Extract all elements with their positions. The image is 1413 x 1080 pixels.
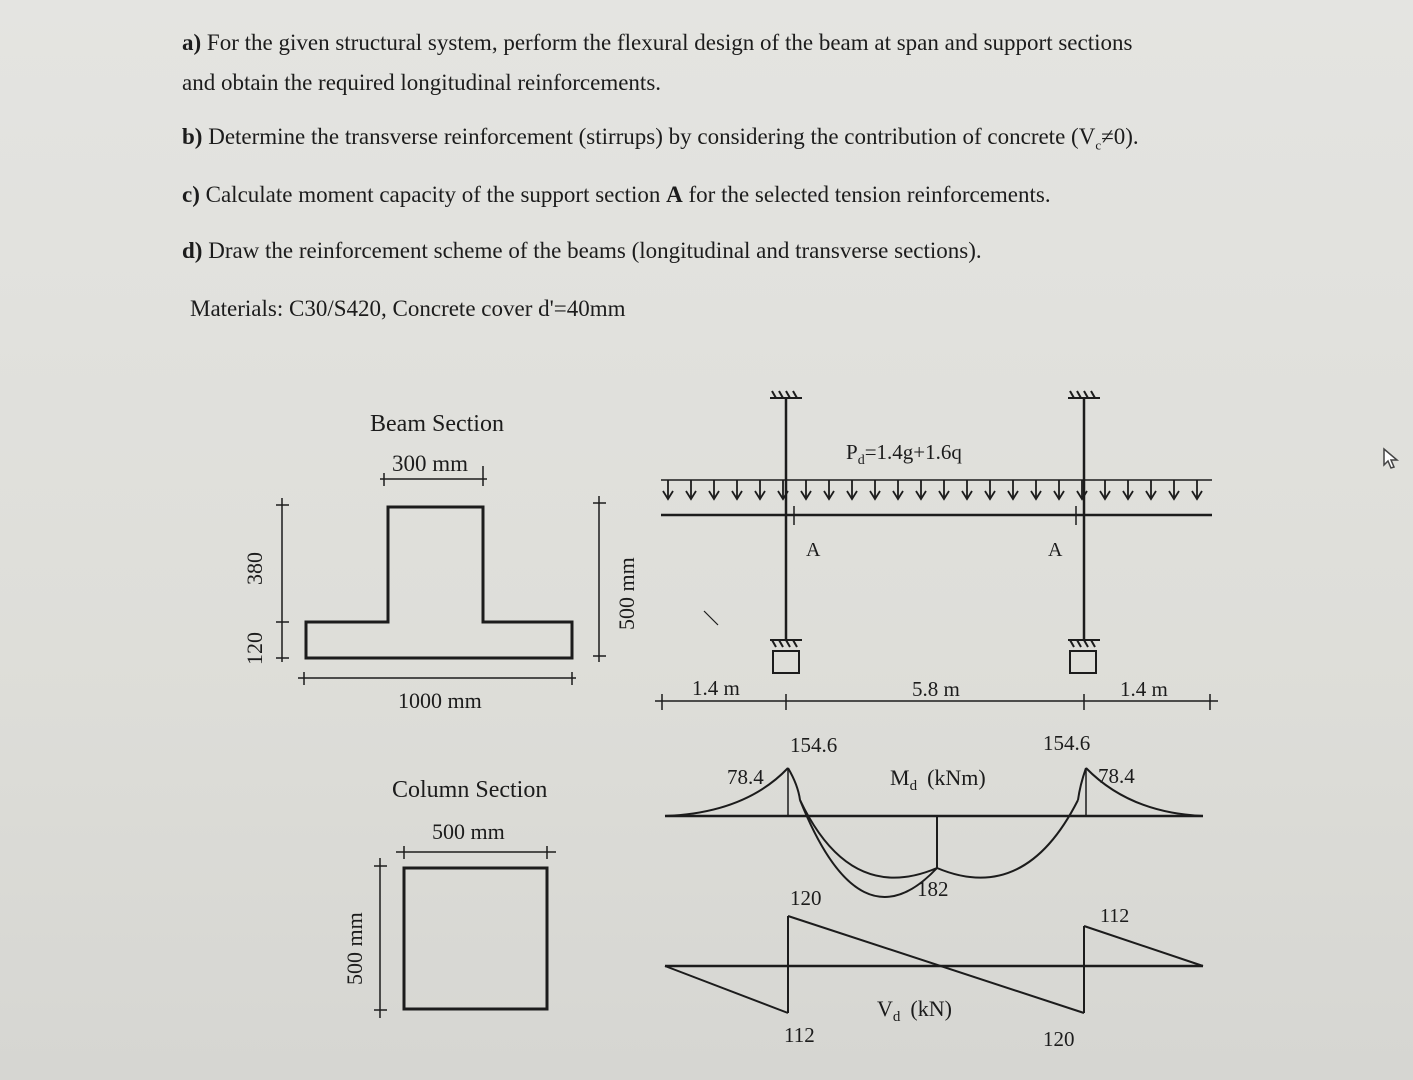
support-a-left-label: A bbox=[806, 539, 821, 561]
beam-flange-width-label: 1000 mm bbox=[398, 688, 482, 713]
stray-mark bbox=[704, 611, 718, 625]
right-column bbox=[1068, 391, 1100, 673]
span-right-label: 1.4 m bbox=[1120, 677, 1168, 701]
column-section-title: Column Section bbox=[392, 777, 548, 803]
mouse-cursor-icon bbox=[1382, 447, 1402, 471]
shear-diagram-title: $V_d$ (kN) bbox=[877, 996, 952, 1025]
beam-depth-dimension-left bbox=[276, 498, 289, 662]
load-formula-label: $P_d=1.4g+1.6q$ bbox=[846, 440, 962, 468]
question-b: b) Determine the transverse reinforcement (stirrups) by considering the contribution of concrete $(V_c\ne 0)$. bbox=[182, 124, 1139, 153]
shear-right-top-value: 112 bbox=[1100, 905, 1130, 927]
moment-midspan-value: 182 bbox=[917, 877, 949, 901]
distributed-load-arrows bbox=[663, 480, 1202, 499]
span-mid-label: 5.8 m bbox=[912, 677, 960, 701]
beam-web-depth-label: 380 bbox=[242, 552, 267, 585]
question-d: d) Draw the reinforcement scheme of the beams (longitudinal and transverse sections). bbox=[182, 238, 982, 263]
column-height-label: 500 mm bbox=[342, 912, 367, 985]
column-width-label: 500 mm bbox=[432, 819, 505, 844]
question-a-line2: and obtain the required longitudinal reinforcements. bbox=[182, 70, 662, 95]
span-left-label: 1.4 m bbox=[692, 676, 740, 700]
column-height-dimension bbox=[374, 858, 387, 1018]
moment-left-cantilever-value: 78.4 bbox=[727, 765, 764, 789]
column-square-section bbox=[404, 868, 547, 1009]
materials-line: Materials: C30/S420, Concrete cover d'=40mm bbox=[190, 296, 626, 321]
beam-flange-width-dimension bbox=[298, 672, 576, 685]
moment-diagram-title: $M_d$ (kNm) bbox=[890, 765, 986, 794]
beam-web-width-label: 300 mm bbox=[392, 451, 469, 476]
support-a-right-label: A bbox=[1048, 539, 1063, 561]
left-column bbox=[770, 391, 802, 673]
moment-right-cantilever-value: 78.4 bbox=[1098, 764, 1135, 788]
beam-total-depth-dimension bbox=[593, 496, 606, 662]
question-c: c) Calculate moment capacity of the support section A for the selected tension reinforcements. bbox=[182, 182, 1051, 207]
moment-right-support-value: 154.6 bbox=[1043, 731, 1091, 755]
shear-right-bottom-value: 120 bbox=[1043, 1027, 1075, 1051]
shear-left-bottom-value: 112 bbox=[784, 1023, 815, 1047]
shear-left-top-value: 120 bbox=[790, 886, 822, 910]
beam-t-section bbox=[306, 507, 572, 658]
question-a-line1: a) For the given structural system, perform the flexural design of the beam at span and support sections bbox=[182, 30, 1133, 55]
beam-section-title: Beam Section bbox=[370, 411, 504, 437]
column-width-dimension bbox=[396, 846, 556, 859]
beam-total-depth-label: 500 mm bbox=[614, 557, 639, 630]
moment-left-support-value: 154.6 bbox=[790, 733, 838, 757]
beam-flange-depth-label: 120 bbox=[242, 632, 267, 665]
